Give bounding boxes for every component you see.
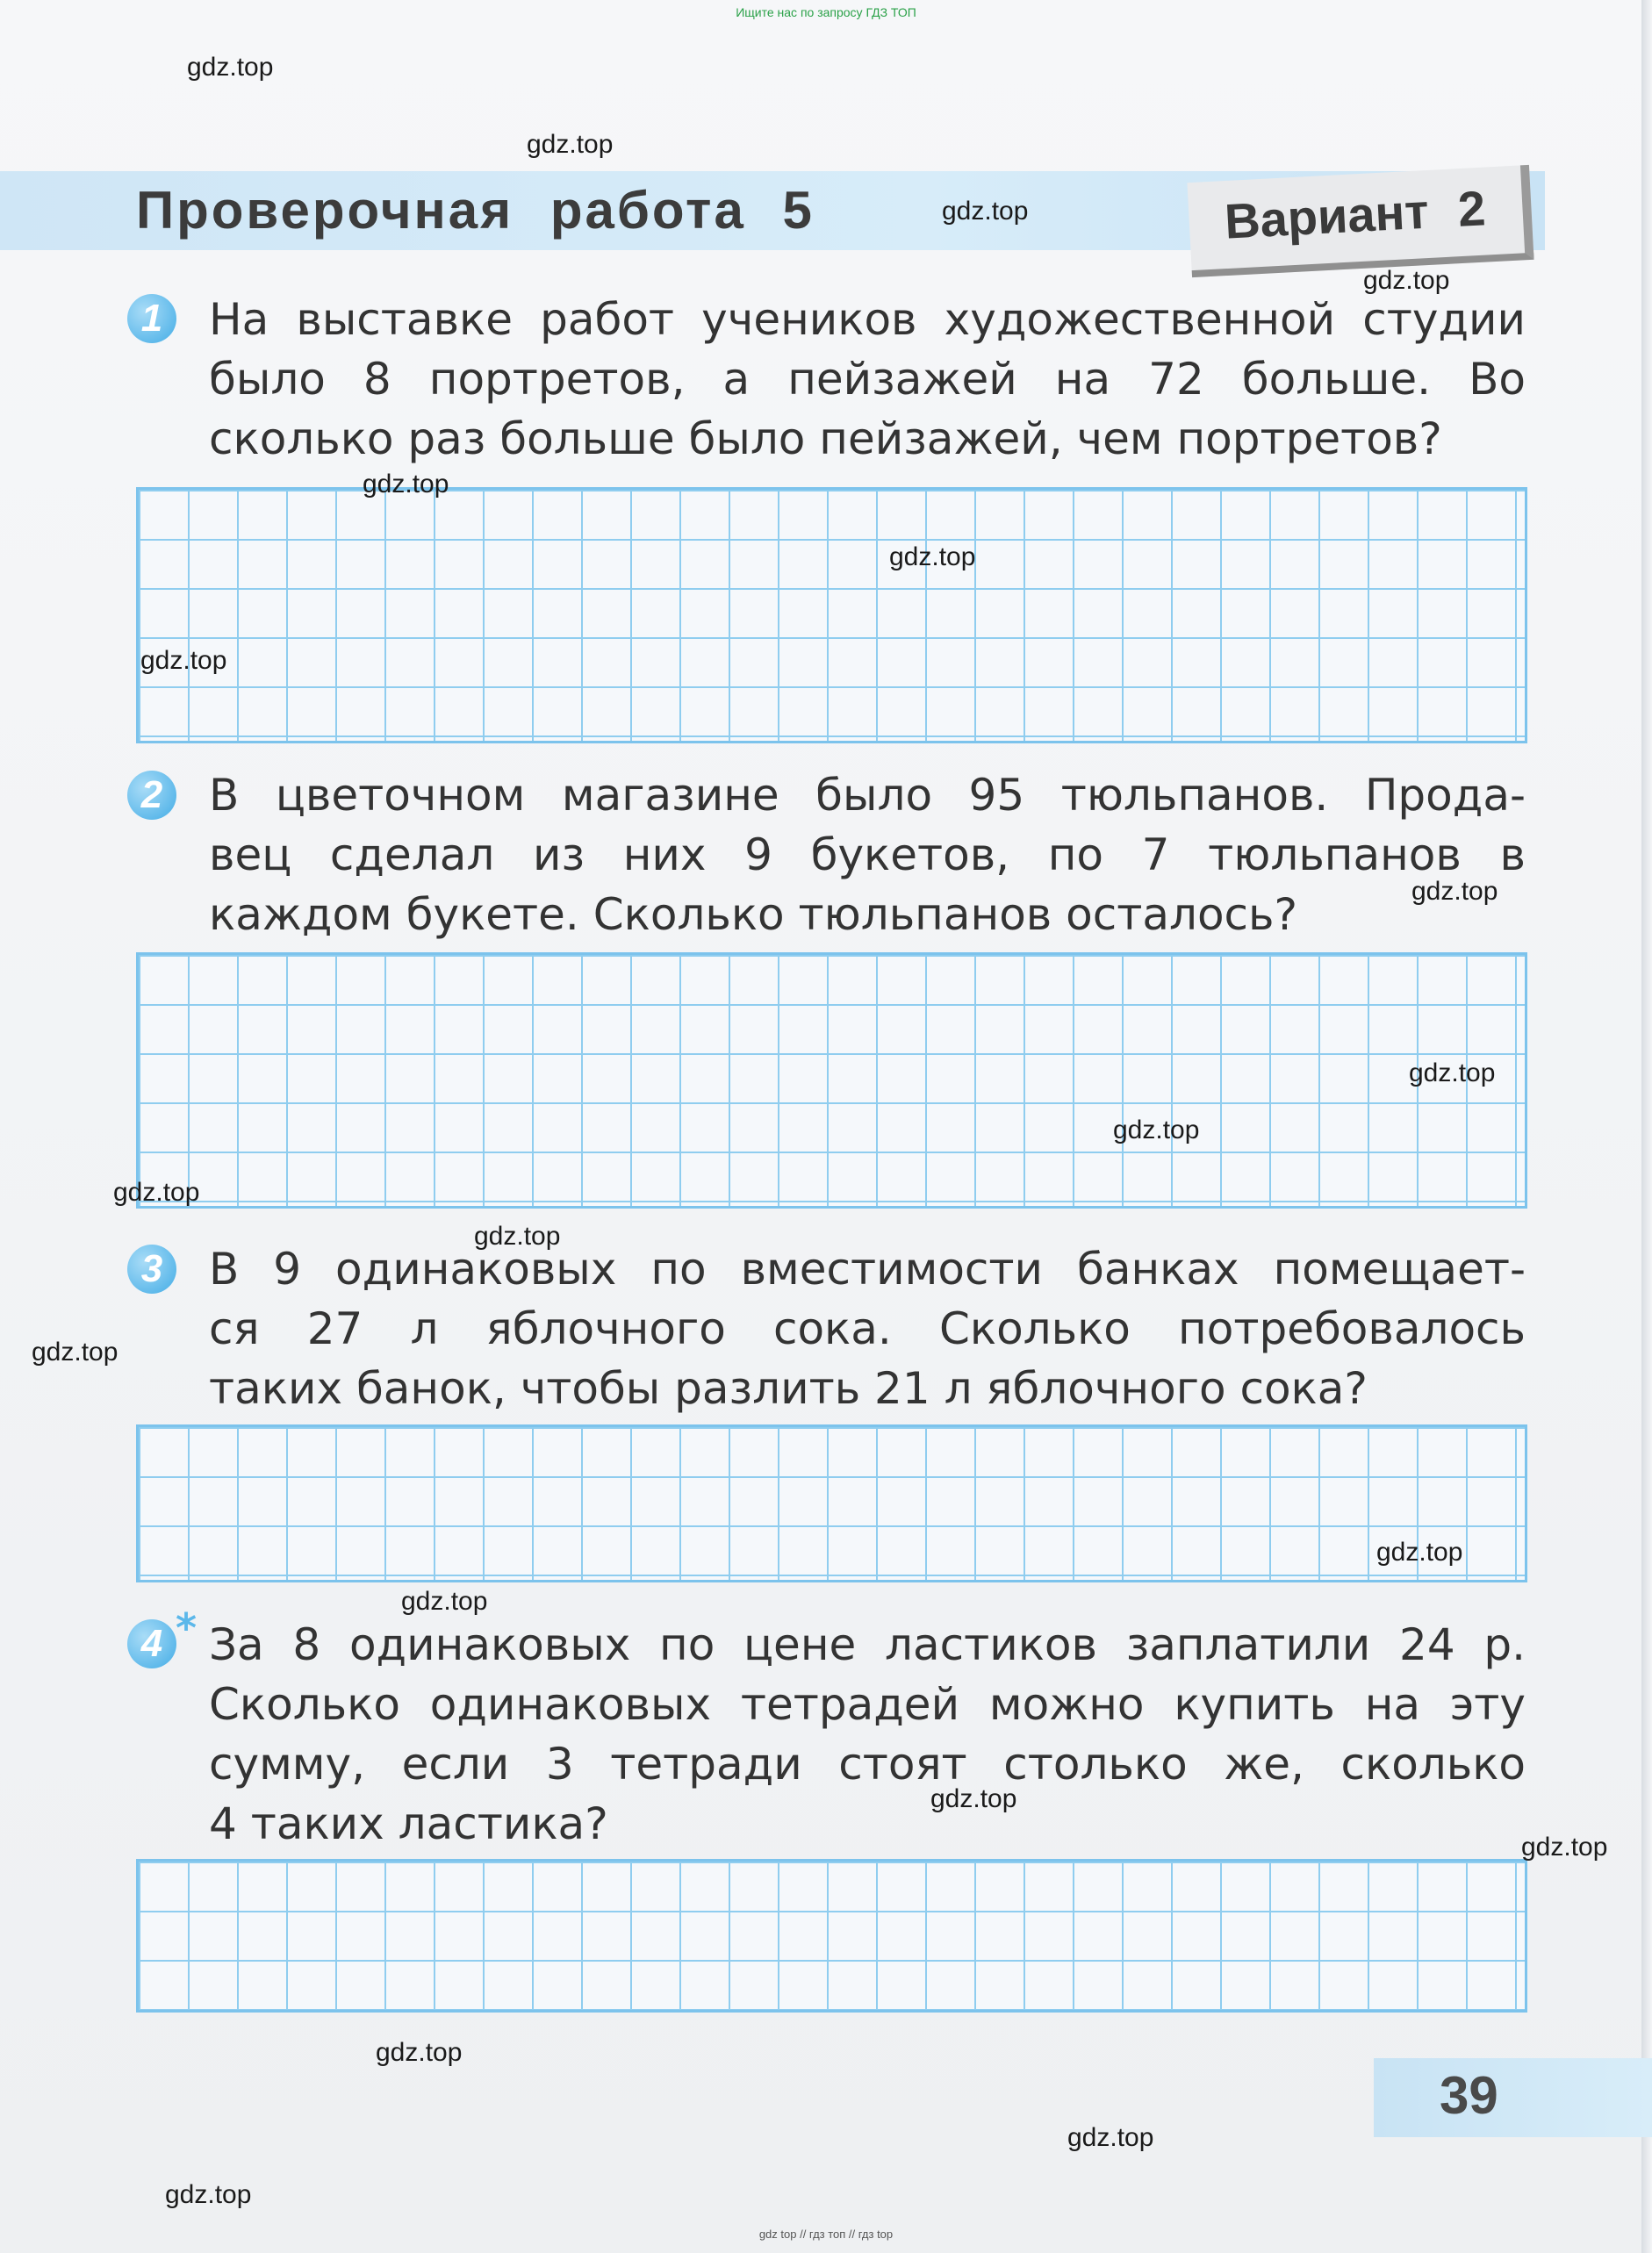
page-number: 39 — [1440, 2066, 1498, 2125]
watermark: gdz.top — [889, 542, 976, 571]
task-2-line-2: вец сделал из них 9 букетов, по 7 тюльпанов в — [209, 829, 1526, 880]
watermark: gdz.top — [187, 53, 274, 82]
watermark: gdz.top — [474, 1222, 561, 1251]
task-1-number: 1 — [127, 294, 176, 343]
task-2-line-1: В цветочном магазине было 95 тюльпанов. Прода- — [209, 770, 1526, 821]
task-2-answer-grid[interactable] — [136, 952, 1527, 1209]
watermark: gdz.top — [1067, 2123, 1154, 2152]
task-2-number: 2 — [127, 771, 176, 820]
task-4-line-4: 4 таких ластика? — [209, 1798, 608, 1849]
task-3-answer-grid[interactable] — [136, 1424, 1527, 1582]
watermark: gdz.top — [1363, 266, 1450, 295]
task-4-line-1: За 8 одинаковых по цене ластиков заплатили 24 р. — [209, 1619, 1526, 1670]
watermark: gdz.top — [1113, 1116, 1200, 1144]
page-title: Проверочная работа 5 — [136, 181, 815, 240]
watermark: gdz.top — [1521, 1833, 1608, 1862]
watermark: gdz.top — [376, 2038, 463, 2067]
task-4-line-3: сумму, если 3 тетради стоят столько же, сколько — [209, 1739, 1526, 1790]
task-3-line-3: таких банок, чтобы разлить 21 л яблочного сока? — [209, 1363, 1368, 1414]
watermark: gdz.top — [1411, 877, 1498, 906]
task-1-line-3: сколько раз больше было пейзажей, чем портретов? — [209, 413, 1442, 464]
task-4-number: 4 — [127, 1619, 176, 1668]
task-3-line-2: ся 27 л яблочного сока. Сколько потребовалось — [209, 1303, 1526, 1354]
task-4-line-2: Сколько одинаковых тетрадей можно купить на эту — [209, 1679, 1526, 1730]
watermark: gdz.top — [942, 197, 1029, 226]
task-1-line-2: было 8 портретов, а пейзажей на 72 больше. Во — [209, 354, 1526, 405]
task-4-star-icon: * — [176, 1604, 198, 1652]
watermark: gdz.top — [113, 1178, 200, 1207]
task-2-line-3: каждом букете. Сколько тюльпанов осталось? — [209, 889, 1298, 940]
watermark: gdz.top — [930, 1784, 1017, 1813]
task-3-line-1: В 9 одинаковых по вместимости банках помещает- — [209, 1244, 1526, 1295]
watermark: gdz.top — [165, 2180, 252, 2209]
watermark: gdz.top — [401, 1587, 488, 1616]
task-4-answer-grid[interactable] — [136, 1859, 1527, 2013]
page-number-band — [1374, 2058, 1652, 2137]
watermark: gdz.top — [32, 1338, 119, 1367]
watermark: gdz.top — [527, 130, 614, 159]
page-edge — [1641, 0, 1652, 2253]
task-3-number: 3 — [127, 1245, 176, 1294]
bottom-hint: gdz top // гдз топ // гдз top — [758, 2228, 894, 2241]
variant-label: Вариант 2 — [1223, 180, 1487, 249]
task-1-line-1: На выставке работ учеников художественной студии — [209, 294, 1526, 345]
task-1-answer-grid[interactable] — [136, 487, 1527, 743]
watermark: gdz.top — [1376, 1538, 1463, 1567]
top-hint[interactable]: Ищите нас по запросу ГДЗ ТОП — [736, 5, 916, 19]
watermark: gdz.top — [140, 646, 227, 675]
watermark: gdz.top — [1409, 1058, 1496, 1087]
watermark: gdz.top — [363, 470, 449, 499]
